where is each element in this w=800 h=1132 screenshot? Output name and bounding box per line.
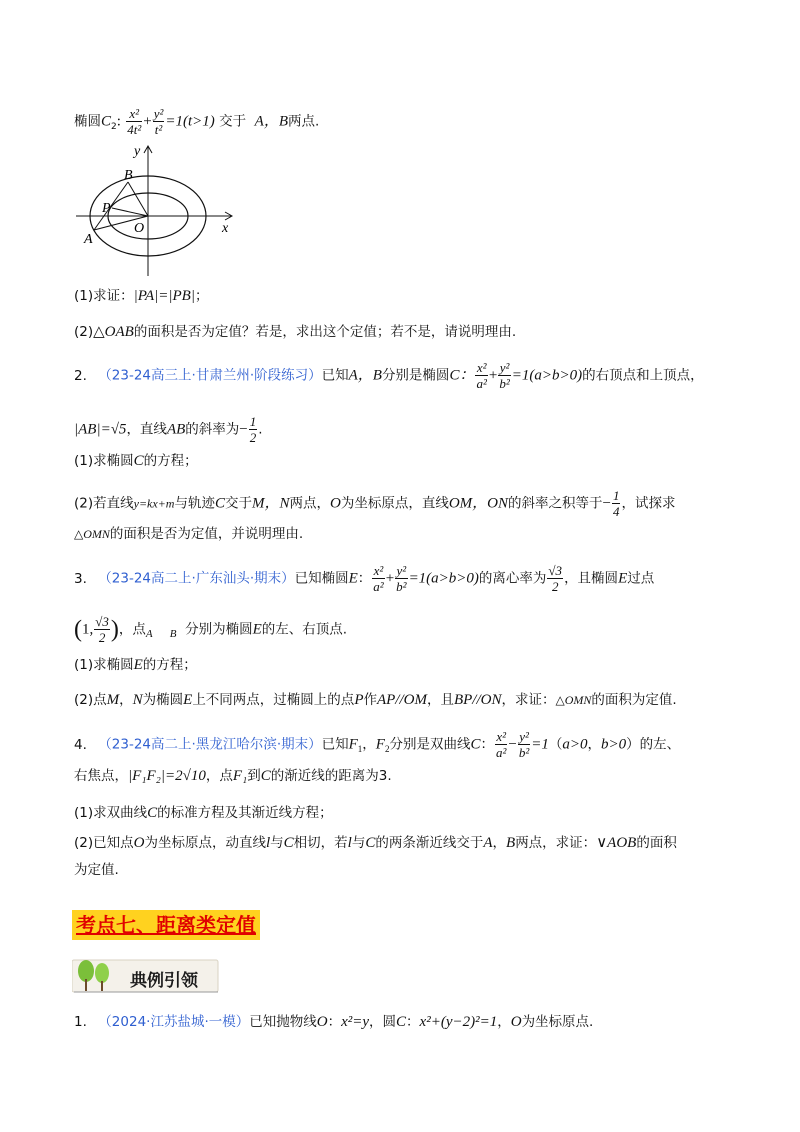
p2-text: 两点，	[289, 495, 330, 512]
p2-math: OM，ON	[448, 495, 509, 512]
p2-math: △OMN	[74, 527, 110, 541]
p2-text: 为坐标原点，直线	[340, 495, 449, 512]
p2-text: ，试探求	[621, 495, 676, 512]
p3-text: (1)求椭圆	[74, 657, 134, 673]
p2-text: 已知	[321, 367, 349, 384]
e1-math: O	[510, 1014, 522, 1030]
p4-math: a>0	[562, 736, 588, 753]
frac-den: 2	[249, 430, 257, 445]
p2-slope-frac	[249, 414, 258, 445]
p3-math: M	[106, 692, 120, 708]
p2-k-frac	[612, 488, 621, 519]
p3-math: E	[183, 692, 193, 708]
p3-text: ，	[119, 692, 133, 708]
p2-line2: |AB|=√5，直线AB的斜率为− $\frac{1}{2}$ .	[74, 414, 263, 445]
p3-text: 已知椭圆	[294, 570, 349, 587]
intro-curve: C	[101, 113, 112, 130]
e1-text: 为坐标原点.	[521, 1014, 594, 1030]
intro-frac-x	[126, 106, 142, 137]
p3-text: ，且椭圆	[564, 570, 619, 587]
p4-math: |F₁F₂|=2√10	[128, 768, 206, 784]
intro-prefix: 椭圆	[74, 113, 101, 130]
p4-line2	[74, 766, 392, 786]
frac-num: x²	[126, 106, 142, 122]
p4-text: 为定值.	[74, 862, 119, 878]
p3-frac-x	[372, 563, 384, 594]
p2-math: y=kx+m	[133, 496, 175, 511]
q1-part2-text: 的面积是否为定值？若是，求出这个定值；若不是，请说明理由.	[133, 324, 517, 340]
p3-math: E	[618, 570, 628, 587]
p4-math: C	[470, 736, 481, 753]
p3-math: N	[132, 692, 143, 708]
p2-math: C	[214, 495, 225, 512]
frac-den: a²	[495, 745, 507, 760]
p4-math: b>0	[601, 736, 627, 753]
p3-text: 的左、右顶点.	[261, 621, 348, 638]
frac-num: 1	[612, 488, 620, 503]
p4-frac-y	[518, 729, 530, 760]
e1-text: ，	[497, 1014, 511, 1030]
p3-text: 分别为椭圆	[185, 621, 253, 638]
p3-text: 的离心率为	[478, 570, 547, 587]
q1-part2	[74, 322, 516, 342]
problem-source: （23-24高三上·甘肃兰州·阶段练习）	[98, 367, 322, 384]
intro-mid: 交于	[219, 113, 247, 130]
frac-num: √3	[548, 563, 563, 578]
p4-math: F	[375, 736, 385, 753]
p2-text: ，直线	[126, 421, 167, 438]
p4-text: 已知	[321, 736, 349, 753]
p4-math: ∨AOB	[596, 835, 637, 851]
p4-text: 与	[351, 835, 366, 851]
q1-part1-prefix: (1)求证：	[74, 288, 134, 304]
ellipse-figure	[72, 140, 242, 278]
p3-math: A	[145, 628, 153, 641]
frac-den: a²	[373, 579, 384, 594]
p2-text: 的斜率为	[185, 421, 240, 438]
p3-text: (2)点	[74, 692, 107, 708]
label-x: x	[222, 221, 229, 236]
intro-suffix: 两点.	[288, 113, 320, 130]
p2-text: .	[258, 421, 263, 438]
e1-math: O	[316, 1014, 328, 1030]
intro-curve-sub: 2	[111, 122, 117, 133]
intro-line: 椭圆$C_2$: $\frac{\text{x²}}{\text{4t²}}$ + $\frac{\text{y²}}{\text{t²}}$ =1(t>1) 交于 A，B两点.	[74, 106, 320, 137]
p4-text: ，	[587, 736, 601, 753]
p2-text: 与轨迹	[174, 495, 215, 512]
p3-math: AP//OM	[376, 692, 427, 708]
p4-text: 的渐近线的距离为3.	[270, 768, 392, 784]
label-p: P	[102, 201, 111, 216]
p2-curve: C：	[449, 367, 475, 384]
frac-den: t²	[154, 122, 163, 137]
p2-text: 的方程；	[143, 453, 198, 469]
p2-math: A，B	[348, 367, 382, 384]
frac-den: a²	[476, 376, 487, 391]
segment-ob	[128, 182, 148, 216]
e1-math: C	[396, 1014, 407, 1030]
e1-text: ，圆	[369, 1014, 397, 1030]
p4-frac-x	[495, 729, 507, 760]
p2-math: M，N	[251, 495, 290, 512]
p3-math: P	[354, 692, 364, 708]
p4-line1: 4. （23-24高二上·黑龙江哈尔滨·期末）已知$F_1$，$F_2$分别是双曲线C： $\frac{\text{x²}}{\text{a²}}$ − $\frac{\text{y²}}{\text{b²}}$ =1（a>0，b>0）的左、	[74, 729, 681, 760]
p2-eq-tail: =1(a>b>0)	[511, 367, 583, 384]
intro-points: A，B	[254, 113, 288, 130]
p2-part2-line2	[74, 524, 303, 544]
p2-frac-x	[475, 360, 487, 391]
q1-part2-prefix: (2)	[74, 324, 94, 340]
frac-num: x²	[476, 360, 487, 375]
p2-text: (2)若直线	[74, 495, 134, 512]
p4-math: F₁	[232, 768, 248, 784]
p3-text: ，点	[118, 621, 146, 638]
q1-part1	[74, 286, 208, 306]
frac-den: 4t²	[127, 122, 142, 137]
p2-math: O	[330, 495, 341, 512]
frac-num: √3	[95, 614, 109, 629]
segment-op	[112, 208, 148, 216]
intro-frac-y	[153, 106, 165, 137]
p4-text: (2)已知点	[74, 835, 134, 851]
e1-text: ：	[327, 1014, 342, 1030]
p3-line2: (1, $\frac{√3}{2}$ )，点$_A$ $_B$ 分别为椭圆E的左、右顶点.	[74, 614, 348, 645]
p4-part2-line1	[74, 833, 677, 853]
frac-num: y²	[153, 106, 164, 121]
p4-math: A	[483, 835, 493, 851]
e1-text: 已知抛物线	[249, 1014, 317, 1030]
frac-den: b²	[396, 579, 407, 594]
p4-text: (1)求双曲线	[74, 805, 148, 821]
frac-den: 4	[612, 504, 620, 519]
e1-math: x²+(y−2)²=1	[419, 1014, 498, 1030]
p4-math: O	[133, 835, 145, 851]
p2-text: 的面积是否为定值，并说明理由.	[109, 526, 304, 542]
p2-line1: 2. （23-24高三上·甘肃兰州·阶段练习）已知A，B分别是椭圆C： $\frac{\text{x²}}{\text{a²}}$ + $\frac{\text{y²}}{\text{b²}}$ =1(a>b>0)的右顶点和上顶点，	[74, 360, 704, 391]
p3-eq-tail: =1(a>b>0)	[408, 570, 479, 587]
p4-text: 两点，求证：	[515, 835, 597, 851]
p4-text: ，	[362, 736, 376, 753]
p3-frac-y	[395, 563, 407, 594]
p4-text: （	[548, 736, 563, 753]
p3-math: E	[252, 621, 262, 638]
p2-text: 的右顶点和上顶点，	[582, 367, 704, 384]
p4-text: 到	[247, 768, 261, 784]
p4-math: F	[348, 736, 358, 753]
frac-num: y²	[499, 360, 510, 375]
p3-math: △OMN	[555, 693, 592, 707]
p3-math: B	[169, 628, 177, 641]
p4-text: 的面积	[636, 835, 677, 851]
p2-frac-y	[498, 360, 510, 391]
banner-title: 典例引领	[130, 971, 198, 991]
p3-text: ，且	[426, 692, 454, 708]
section-heading: 考点七、距离类定值	[72, 910, 260, 940]
e1-text: ：	[406, 1014, 420, 1030]
p4-math: C	[147, 805, 158, 821]
p4-text: ：	[480, 736, 494, 753]
p3-text: 的方程；	[142, 657, 197, 673]
p4-text: ，	[492, 835, 507, 851]
p3-text: ，求证：	[501, 692, 556, 708]
problem-number: 1.	[74, 1014, 87, 1030]
p4-text: 右焦点，	[74, 768, 128, 784]
p4-text: ）的左、	[626, 736, 681, 753]
p2-text: 交于	[224, 495, 252, 512]
frac-den: b²	[499, 376, 510, 391]
p4-math: C	[365, 835, 376, 851]
p3-part1	[74, 655, 197, 675]
p4-math: l	[265, 835, 271, 851]
p4-eq-tail: =1	[531, 736, 549, 753]
p3-e-frac	[547, 563, 563, 594]
p4-text: 分别是双曲线	[389, 736, 471, 753]
frac-num: y²	[396, 563, 407, 578]
p4-part2-line2	[74, 860, 119, 880]
q1-part1-suffix: ；	[194, 288, 209, 304]
p3-text: 作	[363, 692, 377, 708]
label-y: y	[134, 144, 141, 159]
p2-part2-line1: (2)若直线y=kx+m与轨迹C交于M，N两点，O为坐标原点，直线OM，ON的斜率之积等于− $\frac{1}{4}$ ，试探求	[74, 488, 676, 519]
p3-math: E	[348, 570, 358, 587]
p2-text: 分别是椭圆	[381, 367, 450, 384]
p4-math: C	[260, 768, 271, 784]
p4-text: 为坐标原点，动直线	[144, 835, 266, 851]
frac-num: x²	[496, 729, 506, 744]
frac-den: b²	[518, 745, 530, 760]
p2-text: 的斜率之积等于	[508, 495, 603, 512]
p3-text: 的面积为定值.	[591, 692, 677, 708]
intro-eq-tail: =1(t>1)	[165, 113, 215, 130]
p3-math: E	[133, 657, 143, 673]
p4-text: 相切，若	[293, 835, 348, 851]
e1-math: x²=y	[341, 1014, 370, 1030]
p3-math: BP//ON	[453, 692, 502, 708]
p4-math: B	[506, 835, 516, 851]
p3-pt-frac	[94, 614, 110, 645]
p3-text: 为椭圆	[142, 692, 184, 708]
p4-math: C	[283, 835, 294, 851]
p2-math: |AB|=√5	[74, 421, 127, 438]
p3-text: 过点	[627, 570, 655, 587]
frac-num: x²	[373, 563, 384, 578]
p4-text: 的两条渐近线交于	[375, 835, 484, 851]
label-a: A	[84, 232, 93, 247]
p2-text: (1)求椭圆	[74, 453, 134, 469]
frac-num: y²	[519, 729, 529, 744]
problem-number: 4.	[74, 736, 87, 753]
q1-part2-math: △OAB	[93, 324, 134, 340]
frac-num: 1	[249, 414, 257, 429]
problem-source: （23-24高二上·广东汕头·期末）	[98, 570, 295, 587]
p4-text: 的标准方程及其渐近线方程；	[157, 805, 333, 821]
problem-number: 2.	[74, 367, 87, 384]
p4-sub: 2	[384, 744, 390, 755]
problem-source: （2024·江苏盐城·一模）	[98, 1014, 250, 1030]
frac-den: 2	[98, 630, 106, 645]
p2-math: AB	[166, 421, 186, 438]
p3-math: 1,	[82, 621, 94, 638]
p3-text: ：	[357, 570, 372, 587]
e1-line	[74, 1012, 593, 1032]
problem-number: 3.	[74, 570, 87, 587]
p3-text: 上不同两点，过椭圆上的点	[192, 692, 355, 708]
frac-den: 2	[551, 579, 559, 594]
p3-line1: 3. （23-24高二上·广东汕头·期末）已知椭圆E： $\frac{\text{x²}}{\text{a²}}$ + $\frac{\text{y²}}{\text{b²}}$ =1(a>b>0)的离心率为 $\frac{√3}{2}$ ，且椭圆E过点	[74, 563, 655, 594]
p4-text: 与	[270, 835, 284, 851]
p4-part1	[74, 803, 333, 823]
q1-part1-math: |PA|=|PB|	[133, 288, 195, 304]
label-b: B	[124, 168, 133, 183]
p3-part2	[74, 690, 677, 710]
p4-text: ，点	[205, 768, 233, 784]
p2-part1	[74, 451, 198, 471]
p2-math: C	[133, 453, 144, 469]
label-o: O	[134, 221, 145, 236]
p4-sub: 1	[357, 744, 363, 755]
p4-math: l	[347, 835, 352, 851]
problem-source: （23-24高二上·黑龙江哈尔滨·期末）	[98, 736, 322, 753]
